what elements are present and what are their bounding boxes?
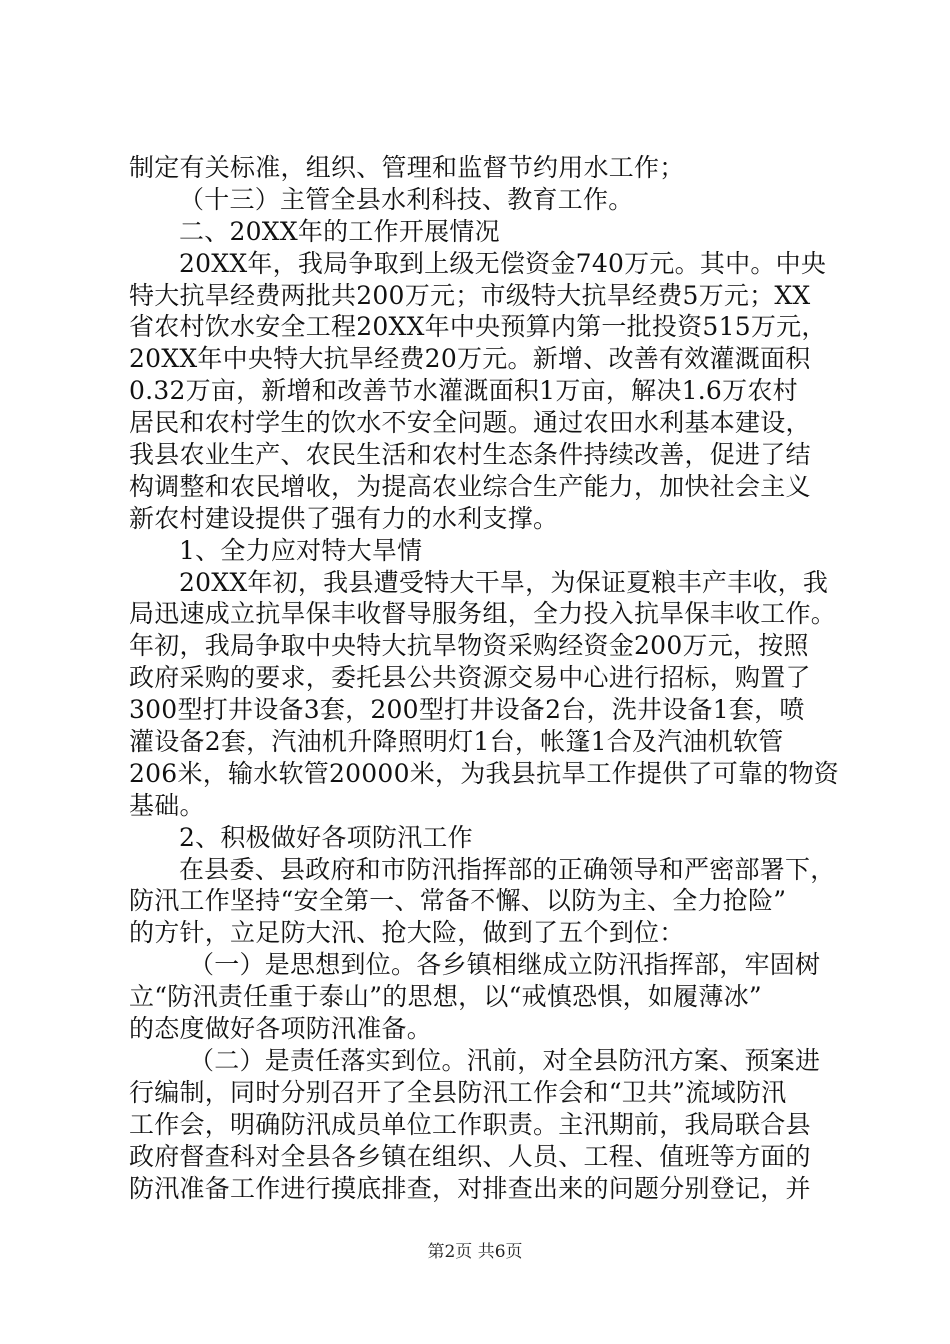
document-body xyxy=(129,152,839,1204)
text-line: 20XX年中央特大抗旱经费20万元。新增、改善有效灌溉面积 xyxy=(129,344,811,374)
text-line: 灌设备2套，汽油机升降照明灯1台，帐篷1合及汽油机软管 xyxy=(129,727,784,757)
text-line: 省农村饮水安全工程20XX年中央预算内第一批投资515万元， xyxy=(129,312,827,342)
text-line: 制定有关标准，组织、管理和监督节约用水工作； xyxy=(129,153,685,182)
subsection-heading: 1、全力应对特大旱情 xyxy=(179,535,423,565)
text-line: 20XX年，我局争取到上级无偿资金740万元。其中。中央 xyxy=(179,248,827,278)
text-line: 行编制，同时分别召开了全县防汛工作会和“卫共”流域防汛 xyxy=(129,1077,787,1107)
text-line: 立“防汛责任重于泰山”的思想，以“戒慎恐惧，如履薄冰” xyxy=(129,982,762,1012)
text-line: 在县委、县政府和市防汛指挥部的正确领导和严密部署下， xyxy=(179,854,836,884)
section-heading: 二、20XX年的工作开展情况 xyxy=(179,216,500,246)
text-line: 年初，我局争取中央特大抗旱物资采购经资金200万元，按照 xyxy=(129,631,809,661)
text-line: 0.32万亩，新增和改善节水灌溉面积1万亩，解决1.6万农村 xyxy=(129,376,798,406)
text-line: 政府采购的要求，委托县公共资源交易中心进行招标，购置了 xyxy=(129,663,811,693)
text-line: 的方针，立足防大汛、抢大险，做到了五个到位： xyxy=(129,918,685,948)
text-line: 特大抗旱经费两批共200万元；市级特大抗旱经费5万元；XX xyxy=(129,280,811,310)
subsection-heading: 2、积极做好各项防汛工作 xyxy=(179,822,473,852)
text-line: 我县农业生产、农民生活和农村生态条件持续改善，促进了结 xyxy=(129,440,811,470)
text-line: （二）是责任落实到位。汛前，对全县防汛方案、预案进 xyxy=(189,1045,821,1075)
text-line: 的态度做好各项防汛准备。 xyxy=(129,1014,433,1044)
page-number: 第2页 共6页 xyxy=(427,1242,523,1262)
text-line: 局迅速成立抗旱保丰收督导服务组，全力投入抗旱保丰收工作。 xyxy=(129,599,837,629)
text-line: 防汛工作坚持“安全第一、常备不懈、以防为主、全力抢险” xyxy=(129,886,787,916)
text-line: 20XX年初，我县遭受特大干旱，为保证夏粮丰产丰收，我 xyxy=(179,567,829,597)
text-line: 206米，输水软管20000米，为我县抗旱工作提供了可靠的物资 xyxy=(129,758,839,788)
text-line: 政府督查科对全县各乡镇在组织、人员、工程、值班等方面的 xyxy=(129,1141,811,1171)
text-line: 防汛准备工作进行摸底排查，对排查出来的问题分别登记，并 xyxy=(129,1173,811,1203)
text-line: 居民和农村学生的饮水不安全问题。通过农田水利基本建设， xyxy=(129,408,811,438)
text-line: 300型打井设备3套，200型打井设备2台，洗井设备1套，喷 xyxy=(129,695,805,725)
text-line: （十三）主管全县水利科技、教育工作。 xyxy=(179,184,634,214)
text-line: （一）是思想到位。各乡镇相继成立防汛指挥部，牢固树 xyxy=(189,950,821,980)
text-line: 构调整和农民增收，为提高农业综合生产能力，加快社会主义 xyxy=(129,471,811,501)
text-line: 工作会，明确防汛成员单位工作职责。主汛期前，我局联合县 xyxy=(129,1109,811,1139)
text-line: 基础。 xyxy=(129,790,205,820)
text-line: 新农村建设提供了强有力的水利支撑。 xyxy=(129,503,559,533)
